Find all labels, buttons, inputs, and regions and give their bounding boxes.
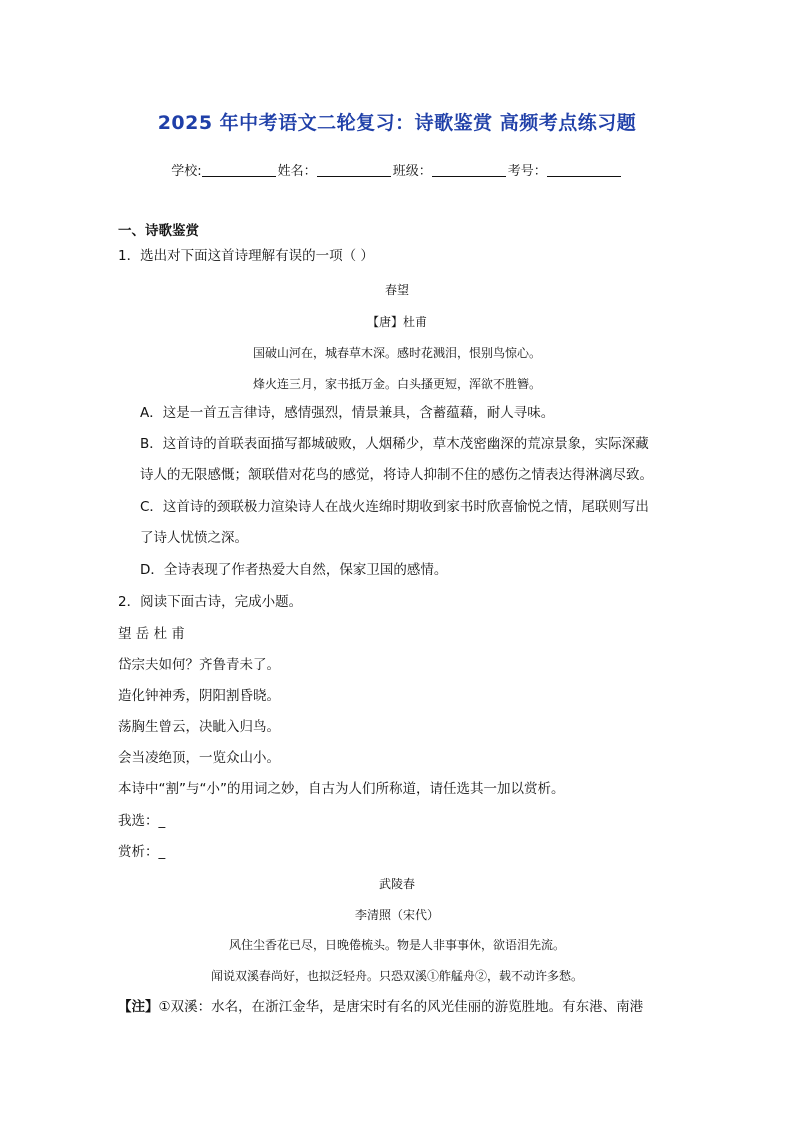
- poem-line: 烽火连三月，家书抵万金。白头搔更短，浑欲不胜簪。: [252, 377, 541, 391]
- question-1-stem: 1．选出对下面这首诗理解有误的一项（ ）: [118, 248, 374, 264]
- school-blank[interactable]: [202, 163, 276, 177]
- poem-author-chunwang: 【唐】杜甫: [366, 315, 427, 329]
- school-label: 学校:: [171, 164, 202, 179]
- poem-title-chunwang: 春望: [384, 283, 409, 297]
- poem-line: 闻说双溪春尚好，也拟泛轻舟。只恐双溪①舴艋舟②，载不动许多愁。: [210, 969, 583, 983]
- poem-line: 荡胸生曾云，决眦入归鸟。: [118, 719, 280, 735]
- annotation: [118, 998, 643, 1016]
- poem-line: 国破山河在，城春草木深。感时花溅泪，恨别鸟惊心。: [252, 346, 541, 360]
- option-b: B．这首诗的首联表面描写都城破败，人烟稀少，草木茂密幽深的荒凉景象，实际深藏: [140, 436, 649, 452]
- exam-no-blank[interactable]: [547, 163, 621, 177]
- section-heading: 一、诗歌鉴赏: [118, 223, 199, 239]
- class-label: 班级：: [392, 164, 432, 179]
- name-blank[interactable]: [317, 163, 391, 177]
- poem-line: 风住尘香花已尽，日晚倦梳头。物是人非事事休，欲语泪先流。: [228, 938, 565, 952]
- question-2-stem: 2．阅读下面古诗，完成小题。: [118, 594, 303, 610]
- poem-line: 岱宗夫如何？齐鲁青未了。: [118, 657, 280, 673]
- class-blank[interactable]: [432, 163, 506, 177]
- option-c-cont: 了诗人忧愤之深。: [140, 530, 248, 546]
- poem-title-wangyue: 望 岳 杜 甫: [118, 626, 185, 642]
- option-b-cont: 诗人的无限感慨；颔联借对花鸟的感觉，将诗人抑制不住的感伤之情表达得淋漓尽致。: [140, 467, 653, 483]
- page-title: 2025 年中考语文二轮复习：诗歌鉴赏 高频考点练习题: [157, 112, 637, 134]
- answer-choice-line[interactable]: 我选：_: [118, 813, 166, 829]
- option-d: D．全诗表现了作者热爱大自然，保家卫国的感情。: [140, 562, 448, 578]
- poem-line: 造化钟神秀，阴阳割昏晓。: [118, 688, 280, 704]
- annotation-text: ①双溪：水名，在浙江金华，是唐宋时有名的风光佳丽的游览胜地。有东港、南港: [158, 999, 644, 1015]
- option-a: A．这是一首五言律诗，感情强烈，情景兼具，含蓄蕴藉，耐人寻味。: [140, 405, 555, 421]
- exam-no-label: 考号：: [507, 164, 547, 179]
- option-c: C．这首诗的颈联极力渲染诗人在战火连绵时期收到家书时欣喜愉悦之情，尾联则写出: [140, 499, 649, 515]
- name-label: 姓名：: [277, 164, 317, 179]
- question-2-prompt: 本诗中“割”与“小”的用词之妙，自古为人们所称道，请任选其一加以赏析。: [118, 781, 565, 797]
- student-info-line: [0, 160, 794, 179]
- answer-analysis-line[interactable]: 赏析：_: [118, 844, 166, 860]
- poem-author-wulingchun: 李清照（宋代）: [354, 908, 439, 922]
- poem-line: 会当凌绝顶，一览众山小。: [118, 750, 280, 766]
- annotation-marker: 【注】: [118, 999, 159, 1015]
- poem-title-wulingchun: 武陵春: [378, 877, 415, 891]
